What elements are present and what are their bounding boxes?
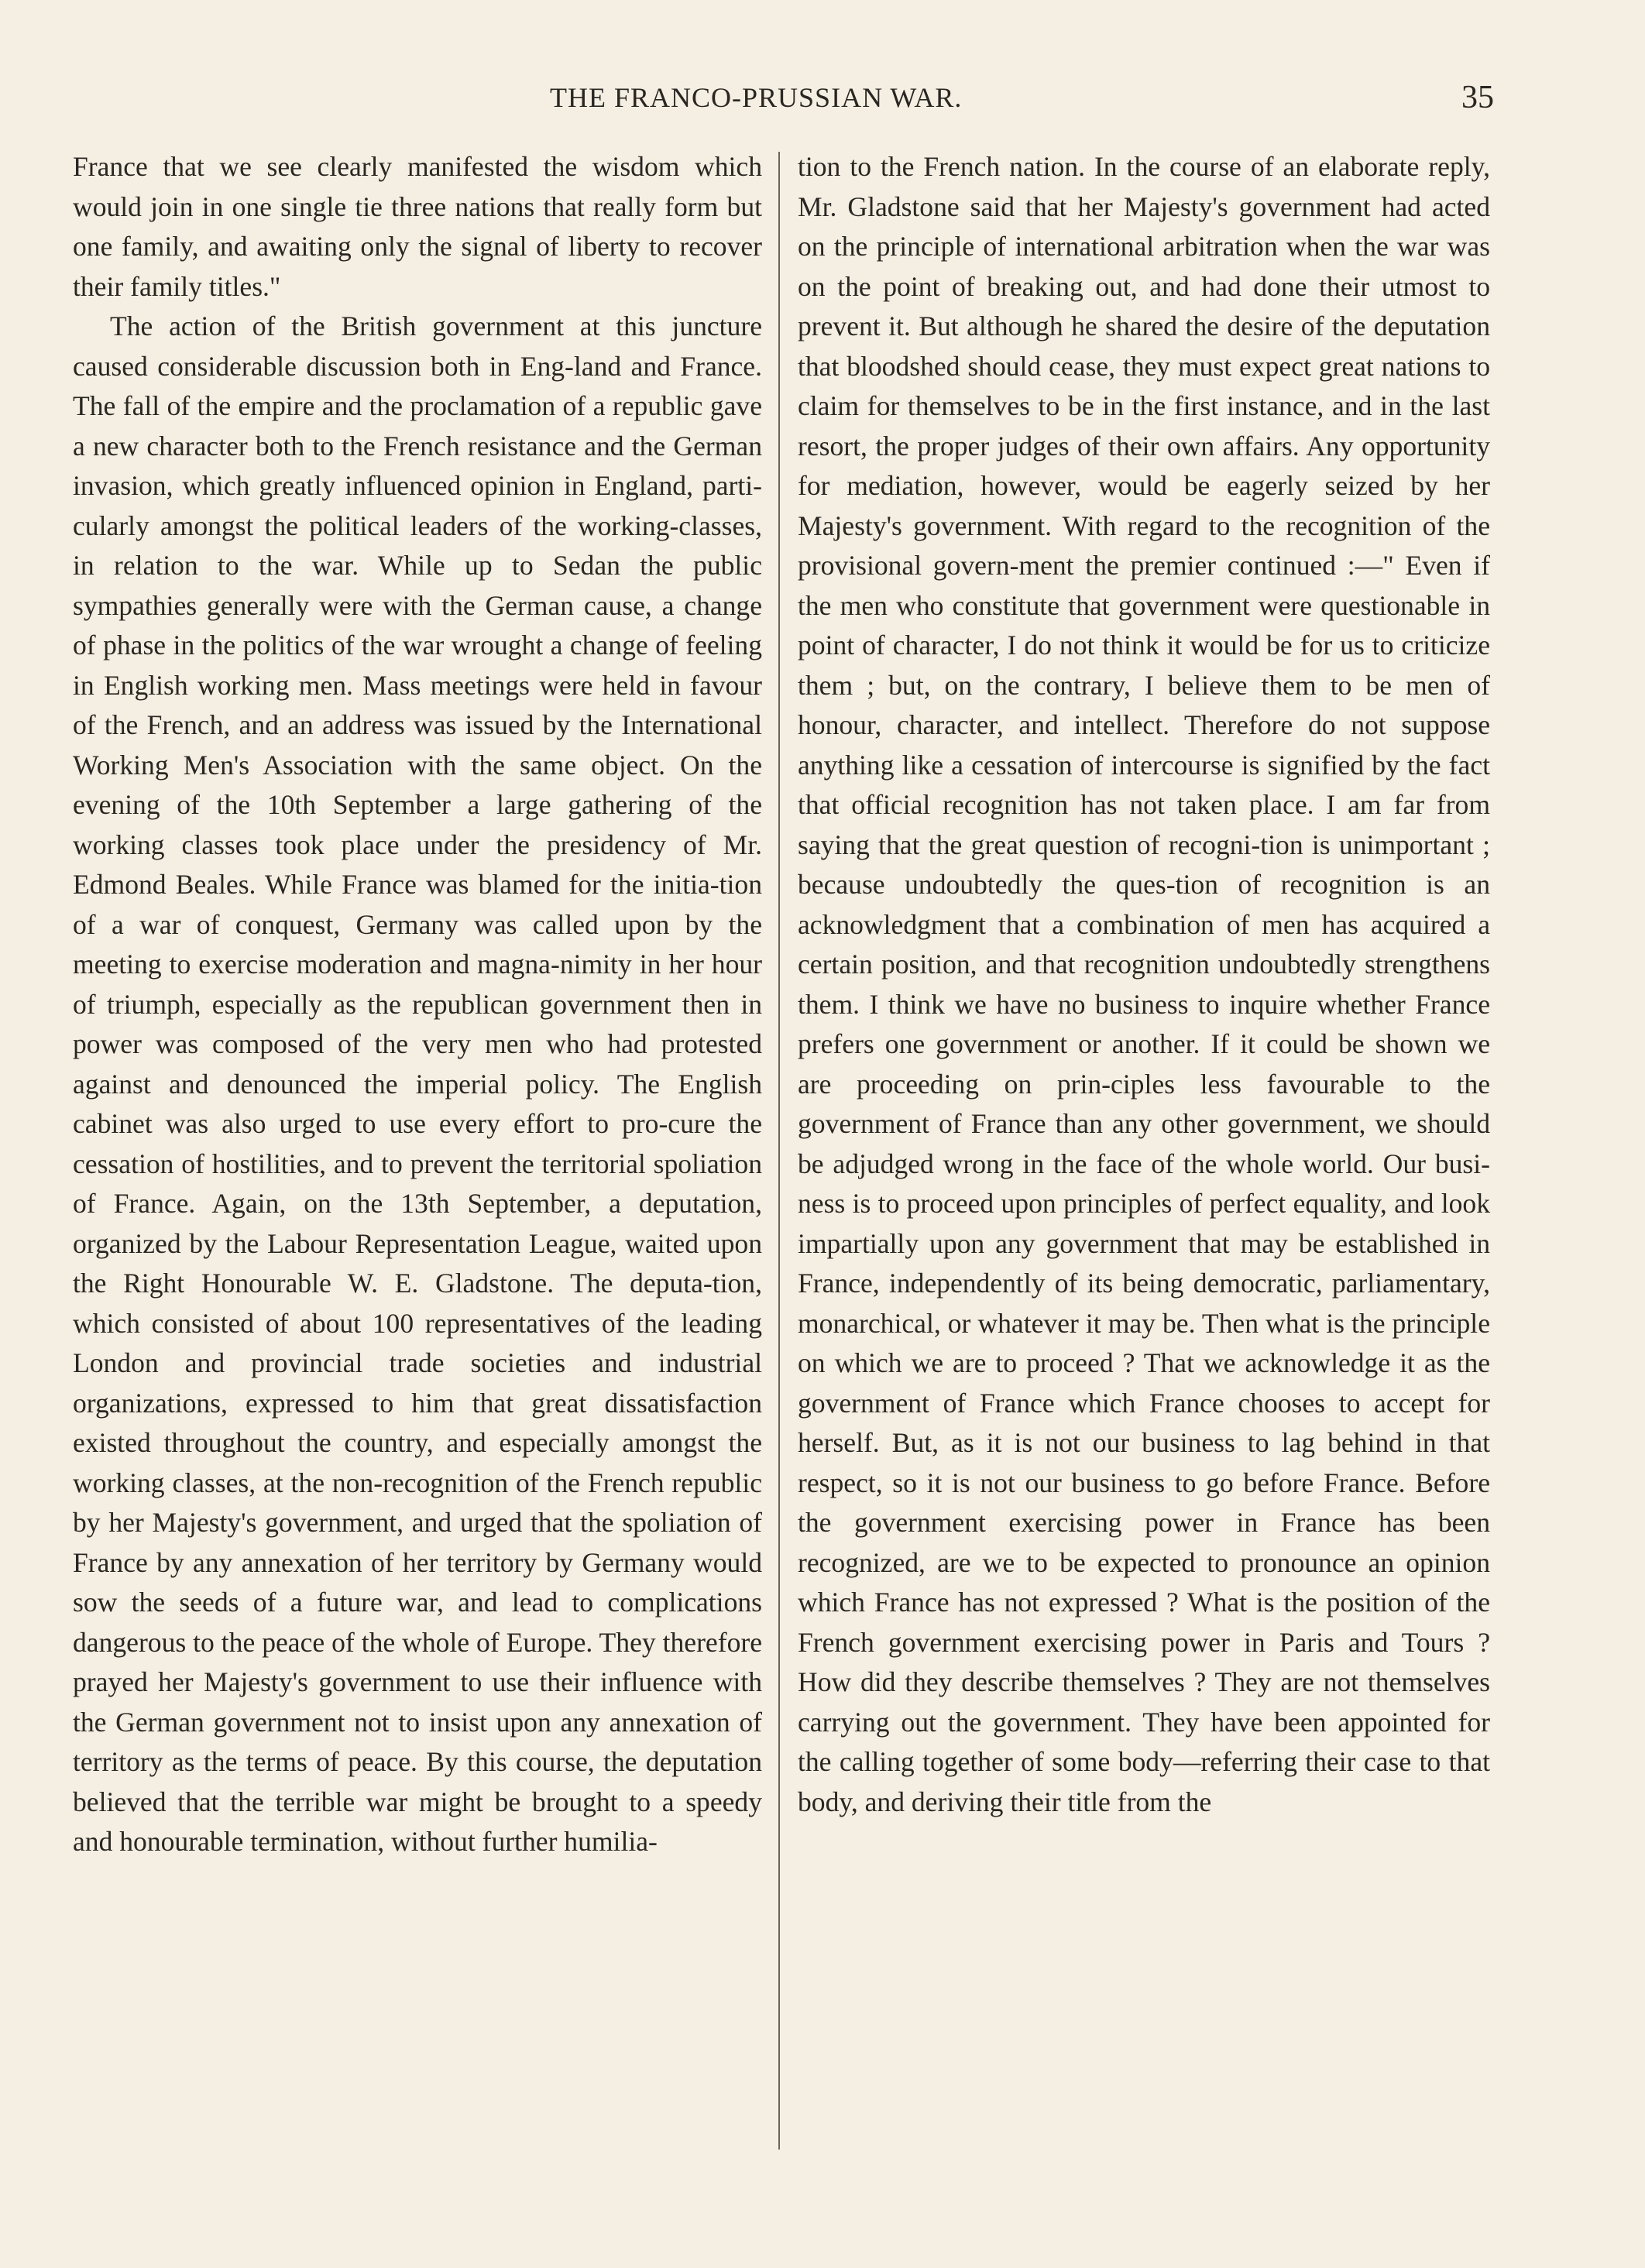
page-number: 35 bbox=[1461, 80, 1494, 115]
left-column bbox=[73, 147, 762, 1862]
column-divider bbox=[778, 152, 780, 2150]
left-paragraph-1: France that we see clearly manifested the wisdom which would join in one single tie three nations that really form but one family, and awaiting only the signal of liberty to recover their family titles." bbox=[73, 151, 762, 302]
right-column bbox=[798, 147, 1490, 1822]
running-title: THE FRANCO-PRUSSIAN WAR. bbox=[550, 82, 963, 113]
running-header bbox=[0, 74, 1645, 121]
right-paragraph-1: tion to the French nation. In the course of an elaborate reply, Mr. Gladstone said that her Majesty's government had acted on the principle of international arbitration when the war was on the point of breaking out, and had done their utmost to prevent it. But although he shared the desire of the deputation that bloodshed should cease, they must expect great nations to claim for themselves to be in the first instance, and in the last resort, the proper judges of their own affairs. Any opportunity for mediation, however, would be eagerly seized by her Majesty's government. With regard to the recognition of the provisional govern-ment the premier continued :—" Even if the men who constitute that government were questionable in point of character, I do not think it would be for us to criticize them ; but, on the contrary, I believe them to be men of honour, character, and intellect. Therefore do not suppose anything like a cessation of intercourse is signified by the fact that official recognition has not taken place. I am far from saying that the great question of recogni-tion is unimportant ; because undoubtedly the ques-tion of recognition is an acknowledgment that a combination of men has acquired a certain position, and that recognition undoubtedly strengthens them. I think we have no business to inquire whether France prefers one government or another. If it could be shown we are proceeding on prin-ciples less favourable to the government of France than any other government, we should be adjudged wrong in the face of the whole world. Our busi-ness is to proceed upon principles of perfect equality, and look impartially upon any government that may be established in France, independently of its being democratic, parliamentary, monarchical, or whatever it may be. Then what is the principle on which we are to proceed ? That we acknowledge it as the government of France which France chooses to accept for herself. But, as it is not our business to lag behind in that respect, so it is not our business to go before France. Before the government exercising power in France has been recognized, are we to be expected to pronounce an opinion which France has not expressed ? What is the position of the French government exercising power in Paris and Tours ? How did they describe themselves ? They are not themselves carrying out the government. They have been appointed for the calling together of some body—referring their case to that body, and deriving their title from the bbox=[798, 151, 1490, 1817]
left-paragraph-2: The action of the British government at this juncture caused considerable discussion both in Eng-land and France. The fall of the empire and the proclamation of a republic gave a new character both to the French resistance and the German invasion, which greatly influenced opinion in England, parti-cularly amongst the political leaders of the working-classes, in relation to the war. While up to Sedan the public sympathies generally were with the German cause, a change of phase in the politics of the war wrought a change of feeling in English working men. Mass meetings were held in favour of the French, and an address was issued by the International Working Men's Association with the same object. On the evening of the 10th September a large gathering of the working classes took place under the presidency of Mr. Edmond Beales. While France was blamed for the initia-tion of a war of conquest, Germany was called upon by the meeting to exercise moderation and magna-nimity in her hour of triumph, especially as the republican government then in power was composed of the very men who had protested against and denounced the imperial policy. The English cabinet was also urged to use every effort to pro-cure the cessation of hostilities, and to prevent the territorial spoliation of France. Again, on the 13th September, a deputation, organized by the Labour Representation League, waited upon the Right Honourable W. E. Gladstone. The deputa-tion, which consisted of about 100 representatives of the leading London and provincial trade societies and industrial organizations, expressed to him that great dissatisfaction existed throughout the country, and especially amongst the working classes, at the non-recognition of the French republic by her Majesty's government, and urged that the spoliation of France by any annexation of her territory by Germany would sow the seeds of a future war, and lead to complications dangerous to the peace of the whole of Europe. They therefore prayed her Majesty's government to use their influence with the German government not to insist upon any annexation of territory as the terms of peace. By this course, the deputation believed that the terrible war might be brought to a speedy and honourable termination, without further humilia- bbox=[73, 311, 762, 1857]
